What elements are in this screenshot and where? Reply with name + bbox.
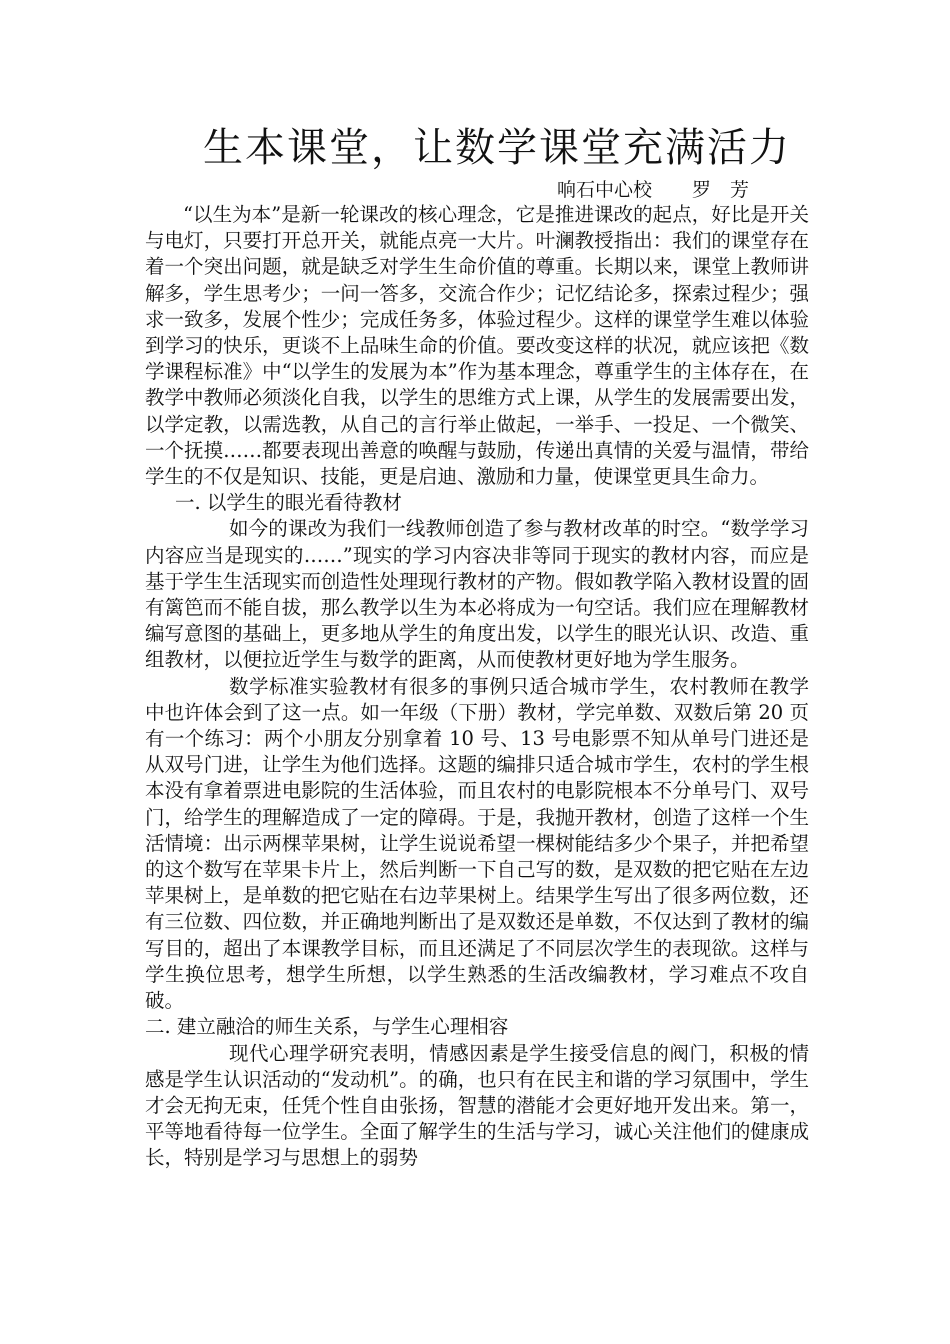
section-heading-1: 一. 以学生的眼光看待教材 [175, 491, 402, 515]
paragraph-section2-a: 现代心理学研究表明，情感因素是学生接受信息的阀门，积极的情感是学生认识活动的“发动机”。的确，也只有在民主和谐的学习氛围中，学生才会无拘无束，任凭个性自由张扬，智慧的潜能才会更好地开发出来。第一，平等地看待每一位学生。全面了解学生的生活与学习，诚心关注他们的健康成长，特别是学习与思想上的弱势 [145, 1041, 809, 1170]
section-heading-2: 二. 建立融洽的师生关系，与学生心理相容 [145, 1015, 509, 1039]
byline [145, 178, 809, 202]
page-title: 生本课堂，让数学课堂充满活力 [203, 125, 791, 171]
paragraph-section1-a: 如今的课改为我们一线教师创造了参与教材改革的时空。“数学学习内容应当是现实的……”现实的学习内容决非等同于现实的教材内容，而应是基于学生生活现实而创造性处理现行教材的产物。假如教学陷入教材设置的固有篱笆而不能自拔，那么教学以生为本必将成为一句空话。我们应在理解教材编写意图的基础上，更多地从学生的角度出发，以学生的眼光认识、改造、重组教材，以便拉近学生与数学的距离，从而使教材更好地为学生服务。 [145, 517, 809, 672]
school-name: 响石中心校 [556, 179, 652, 201]
paragraph-section1-b: 数学标准实验教材有很多的事例只适合城市学生，农村教师在教学中也许体会到了这一点。如一年级（下册）教材，学完单数、双数后第 20 页有一个练习：两个小朋友分别拿着 10 号、13 号电影票不知从单号门进还是从双号门进，让学生为他们选择。这题的编排只适合城市学生，农村的学生根本没有拿着票进电影院的生活体验，而且农村的电影院根本不分单号门、双号门，给学生的理解造成了一定的障碍。于是，我抛开教材，创造了这样一个生活情境：出示两棵苹果树，让学生说说希望一棵树能结多少个果子，并把希望的这个数写在苹果卡片上，然后判断一下自己写的数，是双数的把它贴在左边苹果树上，是单数的把它贴在右边苹果树上。结果学生写出了很多两位数，还有三位数、四位数，并正确地判断出了是双数还是单数，不仅达到了教材的编写目的，超出了本课教学目标，而且还满足了不同层次学生的表现欲。这样与学生换位思考，想学生所想，以学生熟悉的生活改编教材，学习难点不攻自破。 [145, 674, 809, 1013]
paragraph-intro: “以生为本”是新一轮课改的核心理念，它是推进课改的起点，好比是开关与电灯，只要打开总开关，就能点亮一大片。叶澜教授指出：我们的课堂存在着一个突出问题，就是缺乏对学生生命价值的尊重。长期以来，课堂上教师讲解多，学生思考少；一问一答多，交流合作少；记忆结论多，探索过程少；强求一致多，发展个性少；完成任务多，体验过程少。这样的课堂学生难以体验到学习的快乐，更谈不上品味生命的价值。要改变这样的状况，就应该把《数学课程标准》中“以学生的发展为本”作为基本理念，尊重学生的主体存在，在教学中教师必须淡化自我，以学生的思维方式上课，从学生的发展需要出发，以学定教，以需选教，从自己的言行举止做起，一举手、一投足、一个微笑、一个抚摸……都要表现出善意的唤醒与鼓励，传递出真情的关爱与温情，带给学生的不仅是知识、技能，更是启迪、激励和力量，使课堂更具生命力。 [145, 203, 809, 489]
author-name: 罗 芳 [691, 179, 749, 201]
document-page [145, 120, 809, 1172]
